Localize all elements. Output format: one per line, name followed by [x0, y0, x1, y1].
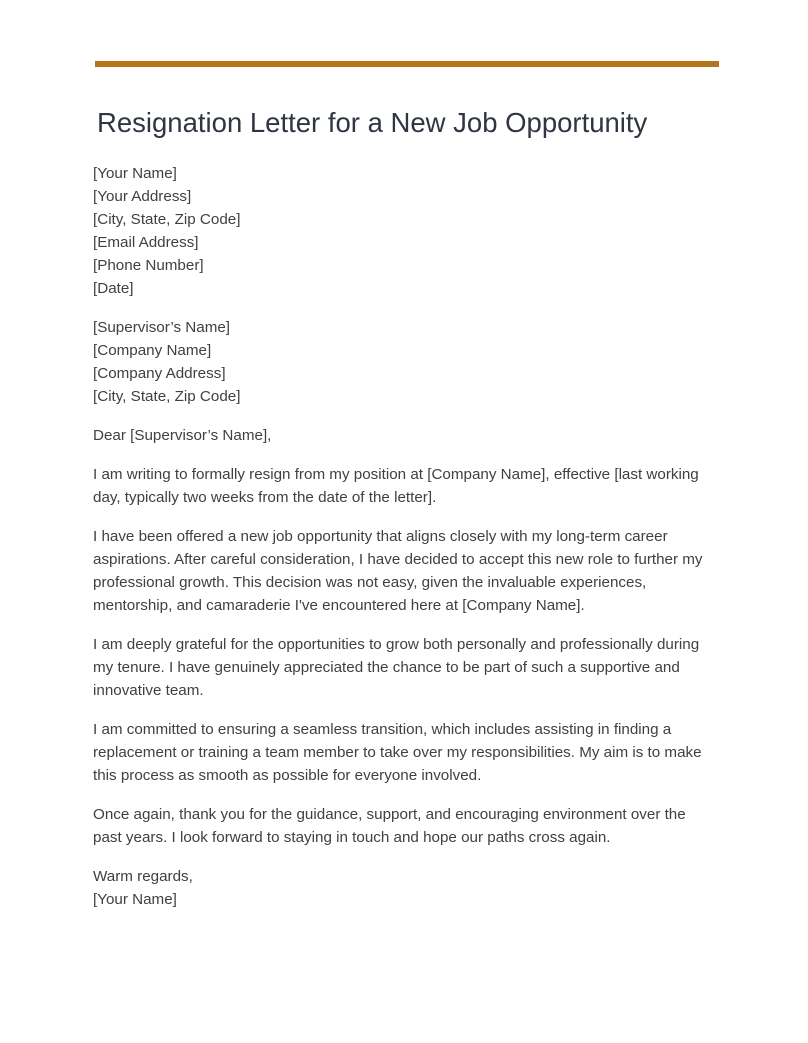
- top-accent-rule: [95, 61, 719, 67]
- sender-phone: [Phone Number]: [93, 257, 204, 274]
- body-paragraph: I have been offered a new job opportunity that aligns closely with my long-term career aspirations. After careful consideration, I have decided to accept this new role to further my professional growth. This decision was not easy, given the invaluable experiences, mentorship, and camaraderie I've encountered here at [Company Name].: [93, 528, 703, 614]
- recipient-block: [93, 316, 703, 408]
- closing-block: [93, 865, 703, 911]
- letter-body: [93, 162, 703, 927]
- closing-signature-name: [Your Name]: [93, 891, 177, 908]
- sender-address: [Your Address]: [93, 188, 192, 205]
- body-paragraph: I am deeply grateful for the opportunities to grow both personally and professionally during my tenure. I have genuinely appreciated the chance to be part of such a supportive and innovative team.: [93, 636, 700, 699]
- body-paragraph: I am committed to ensuring a seamless transition, which includes assisting in finding a replacement or training a team member to take over my responsibilities. My aim is to make this process as smooth as possible for everyone involved.: [93, 721, 702, 784]
- letter-date: [Date]: [93, 280, 134, 297]
- sender-name: [Your Name]: [93, 165, 177, 182]
- body-paragraph: Once again, thank you for the guidance, support, and encouraging environment over the past years. I look forward to staying in touch and hope our paths cross again.: [93, 806, 686, 846]
- closing-phrase: Warm regards,: [93, 868, 193, 885]
- recipient-company-address: [Company Address]: [93, 365, 226, 382]
- sender-city-state-zip: [City, State, Zip Code]: [93, 211, 241, 228]
- recipient-city-state-zip: [City, State, Zip Code]: [93, 388, 241, 405]
- recipient-company-name: [Company Name]: [93, 342, 212, 359]
- salutation: Dear [Supervisor’s Name],: [93, 427, 272, 444]
- body-paragraph: I am writing to formally resign from my position at [Company Name], effective [last working day, typically two weeks from the date of the letter].: [93, 466, 699, 506]
- sender-email: [Email Address]: [93, 234, 199, 251]
- sender-block: [93, 162, 703, 300]
- recipient-supervisor-name: [Supervisor’s Name]: [93, 319, 231, 336]
- letter-title: Resignation Letter for a New Job Opportunity: [97, 107, 648, 138]
